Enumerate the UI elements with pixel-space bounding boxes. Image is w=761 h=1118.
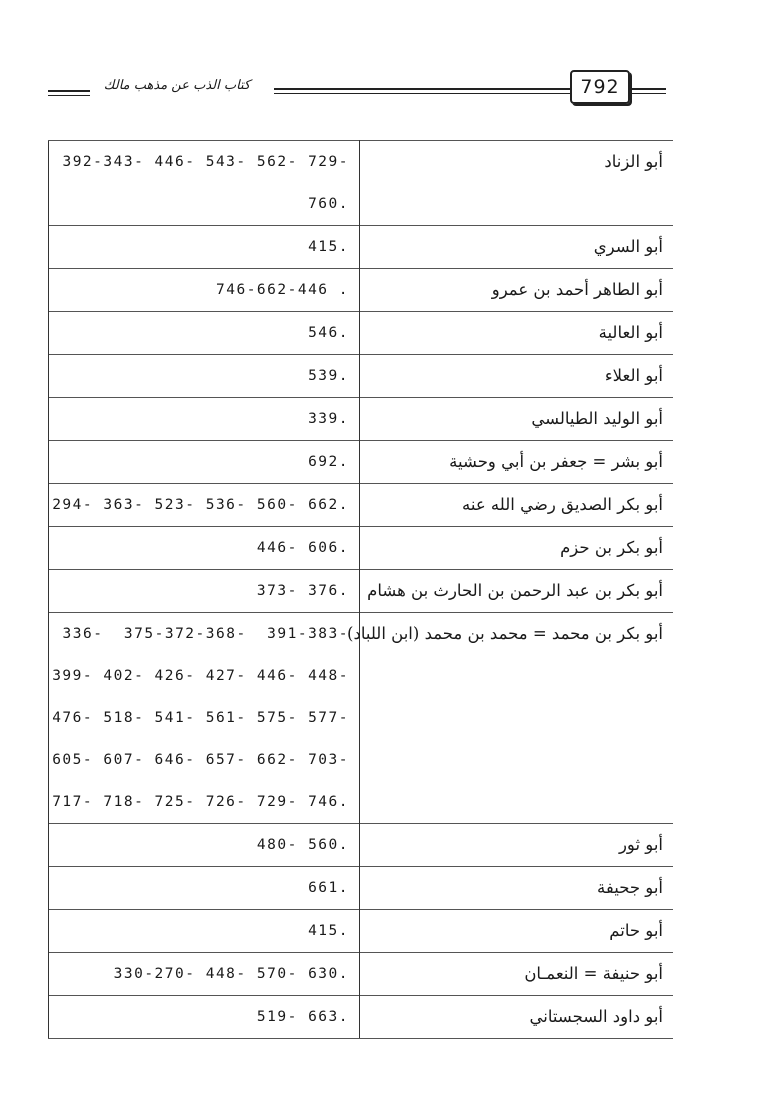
person-name: أبو العالية xyxy=(598,323,663,342)
index-entry-row xyxy=(49,867,674,910)
page-reference-line: .546 xyxy=(308,325,349,341)
person-name: أبو السري xyxy=(593,237,663,256)
page-reference-line: -577 -575 -561 -541 -518 -476 xyxy=(52,710,349,726)
page-references-cell xyxy=(49,141,360,226)
person-name-cell xyxy=(360,141,674,226)
index-entry-row xyxy=(49,398,674,441)
person-name: أبو حنيفة = النعمـان xyxy=(524,964,663,983)
index-entry-row xyxy=(49,484,674,527)
person-name-cell xyxy=(360,484,674,527)
page-reference-line: .663 -519 xyxy=(256,1009,349,1025)
header-rule-middle-thin xyxy=(274,93,570,94)
person-name: أبو العلاء xyxy=(604,366,663,385)
person-name: أبو بكر بن حزم xyxy=(560,538,663,557)
page-reference-line: .630 -570 -448 -330-270 xyxy=(113,966,349,982)
index-table xyxy=(48,140,673,1039)
page-references-cell xyxy=(49,355,360,398)
page-references-cell xyxy=(49,527,360,570)
page-reference-line: .606 -446 xyxy=(256,540,349,556)
page-reference-line: .661 xyxy=(308,880,349,896)
page-references-cell xyxy=(49,226,360,269)
page-reference-line: -729 -562 -543 -446 -392-343 xyxy=(62,154,349,170)
person-name-cell xyxy=(360,269,674,312)
page-references-cell xyxy=(49,269,360,312)
index-entry-row xyxy=(49,527,674,570)
person-name: أبو بشر = جعفر بن أبي وحشية xyxy=(449,452,663,471)
person-name: أبو جحيفة xyxy=(597,878,663,897)
index-entry-row xyxy=(49,824,674,867)
page-references-cell xyxy=(49,441,360,484)
person-name-cell xyxy=(360,570,674,613)
page-reference-line: .539 xyxy=(308,368,349,384)
person-name: أبو بكر الصديق رضي الله عنه xyxy=(462,495,663,514)
page-header xyxy=(40,70,680,110)
person-name: أبو الطاهر أحمد بن عمرو xyxy=(491,280,663,299)
person-name: أبو بكر بن عبد الرحمن بن الحارث بن هشام xyxy=(367,581,663,600)
index-entry-row xyxy=(49,141,674,226)
page-reference-line: -448 -446 -427 -426 -402 -399 xyxy=(52,668,349,684)
person-name: أبو ثور xyxy=(618,835,663,854)
page-references-cell xyxy=(49,398,360,441)
page-reference-line: -391-383 -375-372-368 -336 xyxy=(62,626,349,642)
header-rule-left-thin xyxy=(48,95,90,96)
page-reference-line: .560 -480 xyxy=(256,837,349,853)
person-name: أبو بكر بن محمد = محمد بن محمد (ابن اللباد) xyxy=(347,624,663,643)
page-reference-line: .746 -729 -726 -725 -718 -717 xyxy=(52,794,349,810)
page-reference-line: .760 xyxy=(308,196,349,212)
page-references-cell xyxy=(49,570,360,613)
index-entry-row xyxy=(49,312,674,355)
header-rule-left xyxy=(48,90,90,92)
header-rule-right-thin xyxy=(632,93,666,94)
person-name-cell xyxy=(360,398,674,441)
page-reference-line: -703 -662 -657 -646 -607 -605 xyxy=(52,752,349,768)
page-references-cell xyxy=(49,910,360,953)
page-reference-line: .376 -373 xyxy=(256,583,349,599)
page-references-cell xyxy=(49,824,360,867)
page-references-cell xyxy=(49,613,360,824)
person-name-cell xyxy=(360,226,674,269)
index-entry-row xyxy=(49,441,674,484)
person-name-cell xyxy=(347,613,674,824)
page-references-cell xyxy=(49,867,360,910)
page-number: 792 xyxy=(570,70,630,104)
index-entry-row xyxy=(49,355,674,398)
person-name: أبو الوليد الطيالسي xyxy=(531,409,663,428)
page-reference-line: . 746-662-446 xyxy=(216,282,349,298)
running-title: كتاب الذب عن مذهب مالك xyxy=(103,78,251,93)
page-reference-line: .415 xyxy=(308,239,349,255)
header-rule-middle xyxy=(274,88,570,90)
person-name-cell xyxy=(360,312,674,355)
index-entry-row xyxy=(49,910,674,953)
index-entry-row xyxy=(49,226,674,269)
page-reference-line: .662 -560 -536 -523 -363 -294 xyxy=(52,497,349,513)
index-entry-row xyxy=(49,996,674,1039)
index-entry-row xyxy=(49,613,674,824)
person-name: أبو حاتم xyxy=(609,921,663,940)
person-name-cell xyxy=(360,910,674,953)
person-name-cell xyxy=(360,867,674,910)
person-name-cell xyxy=(360,355,674,398)
person-name-cell xyxy=(360,953,674,996)
person-name-cell xyxy=(360,824,674,867)
header-rule-right xyxy=(632,88,666,90)
page-references-cell xyxy=(49,312,360,355)
index-table-body xyxy=(49,141,674,1039)
page-references-cell xyxy=(49,953,360,996)
index-entry-row xyxy=(49,269,674,312)
page-reference-line: .339 xyxy=(308,411,349,427)
person-name: أبو الزناد xyxy=(604,152,663,171)
index-entry-row xyxy=(49,570,674,613)
person-name-cell xyxy=(360,441,674,484)
page-references-cell xyxy=(49,484,360,527)
person-name-cell xyxy=(360,527,674,570)
page-reference-line: .692 xyxy=(308,454,349,470)
index-entry-row xyxy=(49,953,674,996)
person-name: أبو داود السجستاني xyxy=(529,1007,663,1026)
page-reference-line: .415 xyxy=(308,923,349,939)
person-name-cell xyxy=(360,996,674,1039)
page-references-cell xyxy=(49,996,360,1039)
